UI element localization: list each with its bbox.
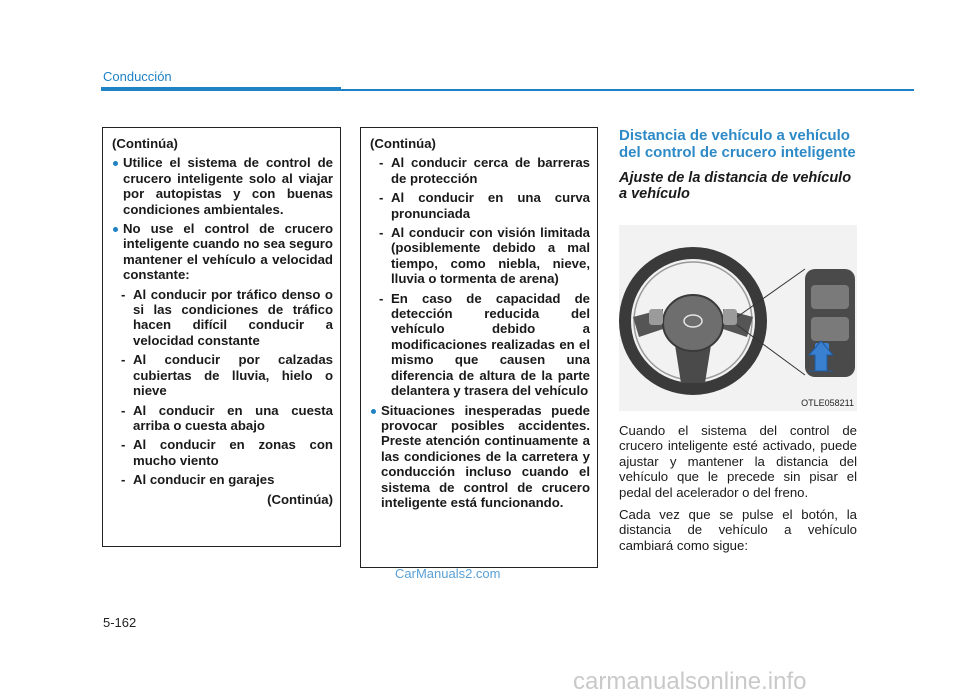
warning-box-middle: [360, 127, 598, 568]
steering-wheel-icon: [619, 225, 857, 411]
header-rule-thick: [101, 87, 341, 91]
warning-box-left: [102, 127, 341, 547]
dash-item: - Al conducir por tráfico denso o si las condiciones de tráfico hacen difícil conducir a velocidad constante: [121, 286, 333, 348]
continued-label: (Continúa): [370, 136, 436, 151]
dash-item: - Al conducir en garajes: [121, 472, 275, 488]
right-column: [619, 128, 857, 202]
section-title: Conducción: [103, 69, 172, 84]
bullet-item: No use el control de crucero inteligente cuando no sea seguro mantener el vehículo a velocidad constante:: [112, 221, 333, 283]
dash-item: - Al conducir en zonas con mucho viento: [121, 437, 333, 468]
body-text: [619, 423, 857, 560]
watermark-link[interactable]: CarManuals2.com: [395, 566, 501, 581]
continued-label: (Continúa): [112, 136, 178, 151]
dash-item: - Al conducir por calzadas cubiertas de lluvia, hielo o nieve: [121, 352, 333, 399]
paragraph: Cada vez que se pulse el botón, la distancia de vehículo a vehículo cambiará como sigue:: [619, 507, 857, 553]
section-subheading: Ajuste de la distancia de vehículo a vehículo: [619, 170, 852, 202]
dash-item: - Al conducir en una cuesta arriba o cuesta abajo: [121, 402, 333, 433]
dash-item: - Al conducir en una curva pronunciada: [379, 190, 590, 221]
dash-item: - En caso de capacidad de detección reducida del vehículo debido a modificaciones realizadas en el mismo que causen una diferencia de altura de la parte delantera y trasera del vehículo: [379, 290, 590, 399]
header-rule-thin: [341, 89, 914, 91]
figure-code: OTLE058211: [801, 398, 854, 408]
steering-wheel-figure: [619, 225, 857, 411]
footer-watermark: carmanualsonline.info: [573, 668, 807, 695]
section-heading: Distancia de vehículo a vehículo del control de crucero inteligente: [619, 127, 856, 161]
bullet-item: Situaciones inesperadas puede provocar posibles accidentes. Preste atención continuamente a las condiciones de la carretera y conducción incluso cuando el sistema de control de crucero inteligente está funcionando.: [370, 403, 590, 511]
paragraph: Cuando el sistema del control de crucero inteligente esté activado, puede ajustar y mantener la distancia del vehículo que le precede sin pisar el pedal del acelerador o del freno.: [619, 423, 857, 500]
dash-item: - Al conducir con visión limitada (posiblemente debido a mal tiempo, como niebla, nieve, lluvia o tormenta de arena): [379, 225, 590, 287]
continued-label: (Continúa): [267, 491, 333, 507]
bullet-item: Utilice el sistema de control de crucero inteligente solo al viajar por autopistas y con buenas condiciones ambientales.: [112, 155, 333, 217]
dash-item: - Al conducir cerca de barreras de protección: [379, 155, 590, 186]
page-number: 5-162: [103, 615, 137, 630]
